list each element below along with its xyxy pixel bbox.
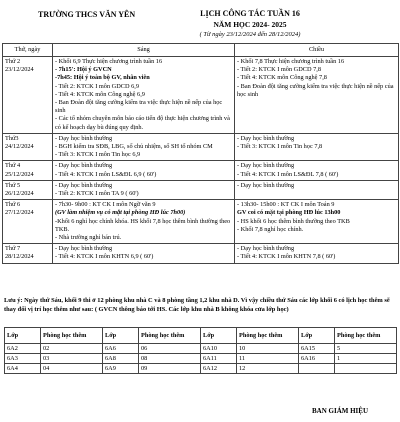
schedule-row bbox=[3, 180, 399, 199]
class-cell: 6A6 bbox=[103, 344, 139, 354]
day-cell bbox=[3, 57, 53, 134]
day-date: 27/12/2024 bbox=[5, 209, 34, 217]
morning-entry: -Khối 6 nghỉ học chính khóa. HS khối 7,8 học thêm bình thường theo TKB. bbox=[55, 217, 231, 233]
room-cell: 04 bbox=[41, 364, 103, 374]
afternoon-cell bbox=[235, 180, 399, 199]
class-cell: 6A4 bbox=[5, 364, 41, 374]
day-cell bbox=[3, 133, 53, 161]
morning-entry: - Dạy học bình thường bbox=[55, 181, 113, 189]
afternoon-entry: - Dạy học bình thường bbox=[237, 134, 295, 142]
morning-entry: - Tiết 4: KTCK I môn KHTN 6,9 ( 60') bbox=[55, 253, 154, 261]
day-cell bbox=[3, 200, 53, 244]
header-morning: Sáng bbox=[53, 44, 235, 57]
class-cell: 6A15 bbox=[299, 344, 335, 354]
date-range: ( Từ ngày 23/12/2024 đến 28/12/2024) bbox=[199, 31, 301, 38]
school-name: TRƯỜNG THCS VĂN YÊN bbox=[38, 10, 136, 19]
class-cell: 6A3 bbox=[5, 354, 41, 364]
class-cell bbox=[299, 364, 335, 374]
afternoon-cell bbox=[235, 161, 399, 180]
day-date: 28/12/2024 bbox=[5, 253, 34, 261]
morning-entry: (GV làm nhiệm vụ có mặt tại phòng HĐ lúc 7h00) bbox=[55, 209, 186, 217]
morning-entry: - Dạy học bình thường bbox=[55, 134, 113, 142]
morning-entry: - Khối 6,9 Thực hiện chương trình tuần 16 bbox=[55, 58, 163, 65]
rooms-header-row bbox=[5, 328, 397, 344]
rooms-row bbox=[5, 354, 397, 364]
rooms-header-cell: Phòng học thêm bbox=[41, 328, 103, 344]
rooms-header-cell: Lớp bbox=[299, 328, 335, 344]
afternoon-cell bbox=[235, 244, 399, 263]
room-cell: 1 bbox=[335, 354, 397, 364]
schedule-row bbox=[3, 57, 399, 134]
document-title: LỊCH CÔNG TÁC TUẦN 16 bbox=[200, 9, 300, 18]
note-paragraph: Lưu ý: Ngày thứ Sáu, khối 9 thi ở 12 phòng khu nhà C và 8 phòng tầng 1,2 khu nhà D. Vì vậy chiều thứ Sáu các lớp khối 6 có lịch học thêm sẽ thay đổi vị trí học thêm như sau: ( GVCN thông báo tới HS. Các lớp khu nhà B không khóa cửa lớp học) bbox=[4, 297, 390, 313]
header-afternoon: Chiều bbox=[235, 44, 399, 57]
schedule-body bbox=[3, 57, 399, 264]
afternoon-entry: GV coi có mặt tại phòng HĐ lúc 13h00 bbox=[237, 209, 341, 217]
morning-entry: - Ban Đoàn đội tăng cường kiểm tra việc thực hiện nề nếp của học sinh bbox=[55, 99, 223, 115]
day-date: 25/12/2024 bbox=[5, 170, 34, 178]
class-cell: 6A12 bbox=[201, 364, 237, 374]
morning-entry: - Các tổ nhóm chuyên môn báo cáo tiến độ thực hiện chương trình và có kế hoạch dạy bù đúng quy định. bbox=[55, 115, 230, 131]
class-cell: 6A8 bbox=[103, 354, 139, 364]
rooms-header-cell: Phòng học thêm bbox=[237, 328, 299, 344]
class-cell: 6A2 bbox=[5, 344, 41, 354]
afternoon-entry: - Tiết 3: KTCK I môn Tin học 7,8 bbox=[237, 143, 323, 151]
morning-entry: - BGH kiểm tra SĐB, LBG, sổ chủ nhiệm, sổ SH tổ nhóm CM bbox=[55, 143, 213, 151]
room-cell: 11 bbox=[237, 354, 299, 364]
afternoon-entry: - Tiết 4: KTCK I môn KHTN 7,8 ( 60') bbox=[237, 253, 336, 261]
day-name: Thứ 7 bbox=[5, 245, 21, 253]
morning-cell bbox=[53, 200, 235, 244]
morning-entry: -7h45: Hội ý toàn bộ GV, nhân viên bbox=[55, 74, 150, 82]
afternoon-entry: - Tiết 4: KTCK môn Công nghệ 7,8 bbox=[237, 74, 327, 82]
day-name: Thứ 5 bbox=[5, 181, 21, 189]
afternoon-cell bbox=[235, 57, 399, 134]
morning-cell bbox=[53, 161, 235, 180]
morning-entry: - Tiết 2: KTCK I môn TA 9 ( 60') bbox=[55, 190, 139, 198]
school-year: NĂM HỌC 2024- 2025 bbox=[213, 20, 287, 29]
rooms-header-cell: Lớp bbox=[103, 328, 139, 344]
morning-entry: - Nhà trường nghỉ bán trú. bbox=[55, 234, 122, 242]
afternoon-entry: - Dạy học bình thường bbox=[237, 181, 295, 189]
room-cell: 03 bbox=[41, 354, 103, 364]
room-cell: 5 bbox=[335, 344, 397, 354]
morning-cell bbox=[53, 180, 235, 199]
afternoon-entry: - HS khối 6 học thêm bình thường theo TKB bbox=[237, 217, 350, 225]
room-assignment-table bbox=[4, 327, 397, 374]
day-date: 23/12/2024 bbox=[5, 66, 34, 74]
rooms-body bbox=[5, 344, 397, 374]
day-cell bbox=[3, 180, 53, 199]
room-cell: 09 bbox=[139, 364, 201, 374]
rooms-header-cell: Lớp bbox=[201, 328, 237, 344]
morning-cell bbox=[53, 133, 235, 161]
afternoon-entry: - Khối 7,8 Thực hiện chương trình tuần 16 bbox=[237, 58, 345, 65]
header-day: Thứ, ngày bbox=[3, 44, 53, 57]
afternoon-entry: - Tiết 4: KTCK I môn LS&ĐL 7,8 ( 60') bbox=[237, 170, 339, 178]
class-cell: 6A9 bbox=[103, 364, 139, 374]
day-name: Thứ 6 bbox=[5, 201, 21, 209]
class-cell: 6A10 bbox=[201, 344, 237, 354]
schedule-row bbox=[3, 244, 399, 263]
morning-entry: - 7h30- 9h00 : KT CK I môn Ngữ văn 9 bbox=[55, 201, 156, 209]
schedule-header-row bbox=[3, 44, 399, 57]
class-cell: 6A16 bbox=[299, 354, 335, 364]
morning-entry: - Tiết 3: KTCK I môn Tin học 6,9 bbox=[55, 151, 141, 159]
day-date: 26/12/2024 bbox=[5, 190, 34, 198]
room-cell: 06 bbox=[139, 344, 201, 354]
afternoon-entry: - Dạy học bình thường bbox=[237, 245, 295, 253]
document-header bbox=[0, 0, 400, 44]
afternoon-entry: - 13h30- 15h00 : KT CK I môn Toán 9 bbox=[237, 201, 335, 209]
day-name: Thứ 4 bbox=[5, 162, 21, 170]
afternoon-entry: - Ban Đoàn đội tăng cường kiểm tra việc thực hiện nề nếp của học sinh bbox=[237, 82, 394, 98]
day-name: Thứ3 bbox=[5, 134, 19, 142]
day-cell bbox=[3, 161, 53, 180]
rooms-header-cell: Phòng học thêm bbox=[335, 328, 397, 344]
morning-entry: - Tiết 4: KTCK I môn LS&ĐL 6,9 ( 60') bbox=[55, 170, 157, 178]
afternoon-entry: - Dạy học bình thường bbox=[237, 162, 295, 170]
morning-entry: - Dạy học bình thường bbox=[55, 245, 113, 253]
morning-cell bbox=[53, 244, 235, 263]
morning-entry: - Tiết 4: KTCK môn Công nghệ 6,9 bbox=[55, 90, 145, 98]
day-cell bbox=[3, 244, 53, 263]
afternoon-cell bbox=[235, 133, 399, 161]
room-cell bbox=[335, 364, 397, 374]
room-cell: 08 bbox=[139, 354, 201, 364]
room-cell: 12 bbox=[237, 364, 299, 374]
afternoon-entry: - Khối 7,8 nghỉ học chính. bbox=[237, 225, 304, 233]
morning-entry: - Tiết 2: KTCK I môn GDCD 6,9 bbox=[55, 82, 139, 90]
morning-entry: - 7h15': Hội ý GVCN bbox=[55, 66, 112, 74]
day-name: Thứ 2 bbox=[5, 58, 21, 65]
schedule-table bbox=[2, 43, 399, 264]
schedule-row bbox=[3, 200, 399, 244]
room-cell: 02 bbox=[41, 344, 103, 354]
morning-cell bbox=[53, 57, 235, 134]
afternoon-entry: - Tiết 2: KTCK I môn GDCD 7,8 bbox=[237, 66, 321, 74]
rooms-header-cell: Phòng học thêm bbox=[139, 328, 201, 344]
rooms-row bbox=[5, 344, 397, 354]
class-cell: 6A11 bbox=[201, 354, 237, 364]
schedule-row bbox=[3, 133, 399, 161]
afternoon-cell bbox=[235, 200, 399, 244]
rooms-header-cell: Lớp bbox=[5, 328, 41, 344]
room-cell: 10 bbox=[237, 344, 299, 354]
day-date: 24/12/2024 bbox=[5, 143, 34, 151]
rooms-row bbox=[5, 364, 397, 374]
signature-label: BAN GIÁM HIỆU bbox=[312, 407, 369, 415]
schedule-row bbox=[3, 161, 399, 180]
morning-entry: - Dạy học bình thường bbox=[55, 162, 113, 170]
